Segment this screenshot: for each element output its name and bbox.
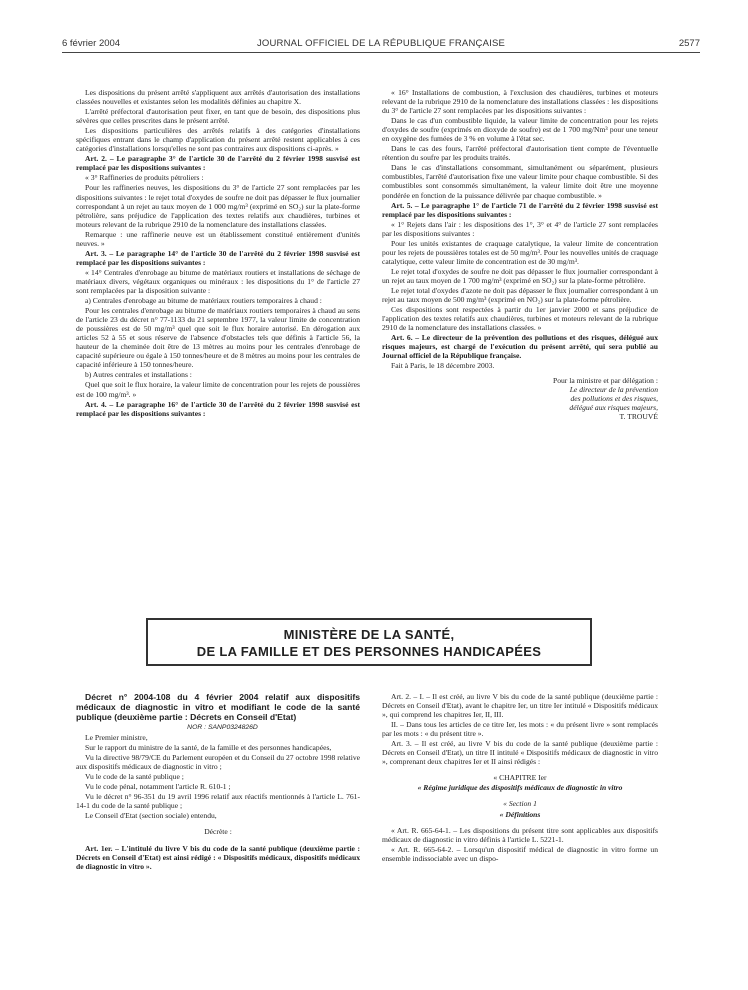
signature-block [382,376,658,421]
signature-line: Pour la ministre et par délégation : [552,376,658,386]
paragraph: Le Premier ministre, [85,733,148,743]
header-rule [62,52,700,53]
paragraph: Le rejet total d'oxydes de soufre ne doit pas dépasser le flux journalier correspondant à un rejet au taux moyen de 1 700 mg/m³ (exprimé en SO₂) sur la plate-forme pétrolière. [382,266,658,285]
paragraph: « Art. R. 665-64-2. – Lorsqu'un dispositif médical de diagnostic in vitro forme un ensemble indissociable avec un dispo- [382,844,658,863]
paragraph: Art. 3. – Il est créé, au livre V bis du code de la santé publique (deuxième partie : Décrets en Conseil d'Etat), un titre II intitulé « Dispositifs médicaux de diagnostic in vitro », comprenant deux chapitres Ier et II ainsi rédigés : [382,739,658,767]
ministry-title-line: DE LA FAMILLE ET DES PERSONNES HANDICAPÉES [196,644,542,659]
section-title: « Définitions [499,809,541,819]
column-right-top [382,88,658,421]
paragraph: Pour les raffineries neuves, les dispositions du 3° de l'article 27 sont remplacées par les dispositions suivantes : le rejet total d'oxydes de soufre ne doit pas dépasser le flux journalier correspondant à un rejet au taux moyen de 1 000 mg/m³ (exprimé en SO₂) sur la plate-forme pétrolière, sans préjudice de l'application des textes relatifs aux chaudières, turbines et moteurs relevant de la rubrique 2910 de la nomenclature des installations classées. [76,183,360,229]
paragraph: Dans le cas d'installations consommant, simultanément ou séparément, plusieurs combustibles, l'arrêté d'autorisation fixe une valeur limite pour chaque combustible. Si des combustibles sont consommés simultanément, la valeur limite doit être une moyenne pondérée en fonction de la puissance délivrée par chaque combustible. » [382,163,658,200]
column-right-bottom [382,692,658,864]
paragraph: « 16° Installations de combustion, à l'exclusion des chaudières, turbines et moteurs relevant de la rubrique 2910 de la nomenclature des installations classées : les dispositions du 3° de l'article 27 sont remplacées par les dispositions suivantes : [382,88,658,116]
journal-title: JOURNAL OFFICIEL DE LA RÉPUBLIQUE FRANÇAISE [256,38,506,49]
paragraph: Fait à Paris, le 18 décembre 2003. [391,361,495,371]
signature-line: des pollutions et des risques, [570,394,658,404]
paragraph: Pour les centrales d'enrobage au bitume de matériaux routiers temporaires à chaud au sens de l'article 23 du décret n° 77-1133 du 21 septembre 1977, la valeur limite de concentration de poussières est de 50 mg/m³ quel que soit le flux horaire autorisé. En dérogation aux articles 52 à 55 et sous réserve de l'absence d'obstacles tels que définis à l'article 56, la hauteur de la cheminée doit être de 13 mètres au moins pour les centrales d'enrobage de capacité supérieure ou égale à 150 tonnes/heure et de 8 mètres au moins pour les centrales de capacité inférieure à 150 tonnes/heure. [76,306,360,370]
paragraph: Les dispositions particulières des arrêtés relatifs à des catégories d'installations spécifiques entrant dans le champ d'application du présent arrêté restent applicables à ces catégories d'installations lorsqu'elles ne sont pas contraires aux dispositions ci-après. » [76,126,360,154]
page-number: 2577 [678,38,700,49]
paragraph: Vu le code pénal, notamment l'article R. 610-1 ; [85,782,231,792]
paragraph: Sur le rapport du ministre de la santé, de la famille et des personnes handicapées, [85,743,332,753]
article-6: Art. 6. – Le directeur de la prévention des pollutions et des risques, délégué aux risques majeurs, est chargé de l'exécution du présent arrêté, qui sera publié au Journal officiel de la République française. [382,333,658,361]
paragraph: « 14° Centrales d'enrobage au bitume de matériaux routiers et installations de séchage de matériaux divers, végétaux organiques ou minéraux : les dispositions du 1° de l'article 27 sont remplacées par la disposition suivante : [76,267,360,295]
decrete-heading: Décrète : [204,827,232,837]
decree-title: Décret n° 2004-108 du 4 février 2004 relatif aux dispositifs médicaux de diagnostic in vitro et modifiant le code de la santé publique (deuxième partie : Décrets en Conseil d'Etat) [76,692,360,722]
paragraph: Le Conseil d'Etat (section sociale) entendu, [85,811,217,821]
signature-line: Le directeur de la prévention [569,385,658,395]
paragraph: L'arrêté préfectoral d'autorisation peut fixer, en tant que de besoin, des dispositions plus sévères que celles prescrites dans le présent arrêté. [76,107,360,126]
paragraph: Remarque : une raffinerie neuve est un établissement constitué entièrement d'unités neuves. » [76,229,360,248]
article-4: Art. 4. – Le paragraphe 16° de l'article 30 de l'arrêté du 2 février 1998 susvisé est remplacé par les dispositions suivantes : [76,399,360,418]
paragraph: Le rejet total d'oxydes d'azote ne doit pas dépasser le flux journalier correspondant à un rejet au taux moyen de 500 mg/m³ (exprimé en NO₂) sur la plate-forme pétrolière. [382,285,658,305]
ministry-title-line: MINISTÈRE DE LA SANTÉ, [283,627,455,642]
article-2: Art. 2. – Le paragraphe 3° de l'article 30 de l'arrêté du 2 février 1998 susvisé est remplacé par les dispositions suivantes : [76,154,360,173]
paragraph: « 3° Raffineries de produits pétroliers : [85,173,204,183]
header-date: 6 février 2004 [62,38,121,49]
paragraph: Vu la directive 98/79/CE du Parlement européen et du Conseil du 27 octobre 1998 relative aux dispositifs médicaux de diagnostic in vitro ; [76,753,360,772]
paragraph: Ces dispositions sont respectées à partir du 1er janvier 2000 et sans préjudice de l'application des textes relatifs aux chaudières, turbines et moteurs relevant de la rubrique 2910 de la nomenclature des installations classées. » [382,305,658,333]
chapter-heading: « CHAPITRE Ier [493,773,547,783]
column-left-top [76,88,360,419]
paragraph: Dans le cas des fours, l'arrêté préfectoral d'autorisation tient compte de l'éventuelle rétention du soufre par les produits traités. [382,144,658,163]
paragraph: b) Autres centrales et installations : [85,370,192,380]
paragraph: « 1° Rejets dans l'air : les dispositions des 1°, 3° et 4° de l'article 27 sont remplacées par les dispositions suivantes : [382,219,658,238]
paragraph: Vu le code de la santé publique ; [85,772,184,782]
section-heading: « Section 1 [503,799,537,809]
signatory-name: T. TROUVÉ [619,412,658,422]
paragraph: Art. 2. – I. – Il est créé, au livre V bis du code de la santé publique (deuxième partie : Décrets en Conseil d'Etat), avant le chapitre Ier, un titre Ier intitulé « Dispositifs médicaux », qui comprend les chapitres Ier, II, III. [382,692,658,720]
column-left-bottom [76,692,360,872]
article-1: Art. 1er. – L'intitulé du livre V bis du code de la santé publique (deuxième partie : Décrets en Conseil d'Etat) est ainsi rédigé : « Dispositifs médicaux, dispositifs médicaux de diagnostic in vitro ». [76,843,360,871]
paragraph: « Art. R. 665-64-1. – Les dispositions du présent titre sont applicables aux dispositifs médicaux de diagnostic in vitro définis à l'article L. 5221-1. [382,825,658,844]
paragraph: Quel que soit le flux horaire, la valeur limite de concentration pour les rejets de poussières est de 100 mg/m³. » [76,380,360,399]
signature-line: délégué aux risques majeurs, [569,403,658,413]
paragraph: a) Centrales d'enrobage au bitume de matériaux routiers temporaires à chaud : [85,296,322,306]
ministry-banner [146,618,592,666]
paragraph: Pour les unités existantes de craquage catalytique, la valeur limite de concentration pour les rejets de poussières totales est de 50 mg/m³. Pour les nouvelles unités de craquage catalytique, cette valeur limite de concentration est de 30 mg/m³. [382,238,658,266]
article-5: Art. 5. – Le paragraphe 1° de l'article 71 de l'arrêté du 2 février 1998 susvisé est remplacé par les dispositions suivantes : [382,200,658,219]
paragraph: II. – Dans tous les articles de ce titre Ier, les mots : « du présent livre » sont remplacés par les mots : « du présent titre ». [382,720,658,739]
paragraph: Dans le cas d'un combustible liquide, la valeur limite de concentration pour les rejets d'oxydes de soufre (exprimés en dioxyde de soufre) est de 1 700 mg/Nm³ pour une teneur en oxygène des fumées de 3 % en volume à l'état sec. [382,116,658,144]
paragraph: Vu le décret n° 96-351 du 19 avril 1996 relatif aux réactifs mentionnés à l'article L. 761-14-1 du code de la santé publique ; [76,792,360,811]
paragraph: Les dispositions du présent arrêté s'appliquent aux arrêtés d'autorisation des installations classées nouvelles et existantes selon les modalités définies au chapitre X. [76,88,360,107]
nor-reference: NOR : SANP0324826D [187,724,258,731]
article-3: Art. 3. – Le paragraphe 14° de l'article 30 de l'arrêté du 2 février 1998 susvisé est remplacé par les dispositions suivantes : [76,248,360,267]
chapter-title: « Régime juridique des dispositifs médicaux de diagnostic in vitro [417,783,623,793]
